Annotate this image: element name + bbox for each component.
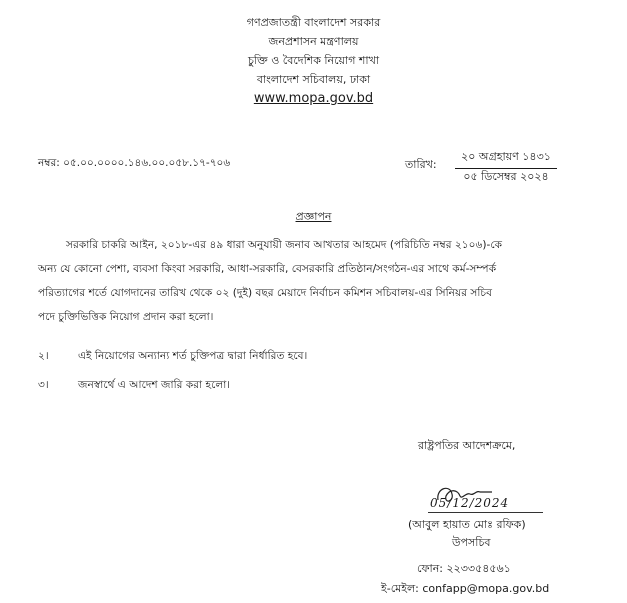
date-english: ০৫ ডিসেম্বর ২০২৪ — [463, 170, 549, 183]
office-address: বাংলাদেশ সচিবালয়, ঢাকা — [256, 73, 371, 86]
date-bangla: ২০ অগ্রহায়ণ ১৪৩১ — [455, 148, 557, 169]
paragraph-line: পদে চুক্তিভিত্তিক নিয়োগ প্রদান করা হলো। — [38, 311, 214, 323]
ministry-name: জনপ্রশাসন মন্ত্রণালয় — [268, 35, 359, 48]
govt-title: গণপ্রজাতন্ত্রী বাংলাদেশ সরকার — [246, 16, 381, 29]
clause-number: ৩। — [38, 379, 49, 391]
website-link[interactable]: www.mopa.gov.bd — [253, 91, 374, 106]
clause-text: এই নিয়োগের অন্যান্য শর্ত চুক্তিপত্র দ্বারা নির্ধারিত হবে। — [78, 350, 308, 362]
date-label: তারিখ: — [405, 158, 437, 171]
paragraph-line: পরিত্যাগের শর্তে যোগদানের তারিখ থেকে ০২ (দুই) বছর মেয়াদে নির্বাচন কমিশন সচিবালয়-এর সিনিয়র সচিব — [38, 287, 493, 299]
paragraph-line: সরকারি চাকরি আইন, ২০১৮-এর ৪৯ ধারা অনুযায়ী জনাব আখতার আহমেদ (পরিচিতি নম্বর ২১০৬)-কে — [66, 239, 503, 251]
contact-email[interactable]: ই-মেইল: confapp@mopa.gov.bd — [381, 582, 550, 595]
clause-number: ২। — [38, 350, 49, 362]
branch-name: চুক্তি ও বৈদেশিক নিয়োগ শাখা — [247, 54, 380, 67]
memo-number: নম্বর: ০৫.০০.০০০০.১৪৬.০০.০৫৮.১৭-৭০৬ — [38, 157, 231, 169]
signatory-designation: উপসচিব — [452, 536, 491, 549]
document-title-text: প্রজ্ঞাপন — [295, 210, 332, 223]
clause-3 — [38, 378, 230, 395]
clause-2 — [38, 349, 307, 366]
signed-date: 05/12/2024 — [430, 496, 510, 510]
order-line: রাষ্ট্রপতির আদেশক্রমে, — [418, 439, 516, 452]
contact-phone: ফোন: ২২৩৩৫৪৫৬১ — [417, 562, 511, 575]
paragraph-line: অন্য যে কোনো পেশা, ব্যবসা কিংবা সরকারি, আধা-সরকারি, বেসরকারি প্রতিষ্ঠান/সংগঠন-এর সাথে কর্ম-সম্পর্ক — [38, 263, 497, 275]
signature-line — [428, 512, 543, 513]
clause-text: জনস্বার্থে এ আদেশ জারি করা হলো। — [78, 379, 231, 391]
document-title — [0, 208, 627, 227]
signatory-name: (আবুল হায়াত মোঃ রফিক) — [408, 518, 526, 531]
